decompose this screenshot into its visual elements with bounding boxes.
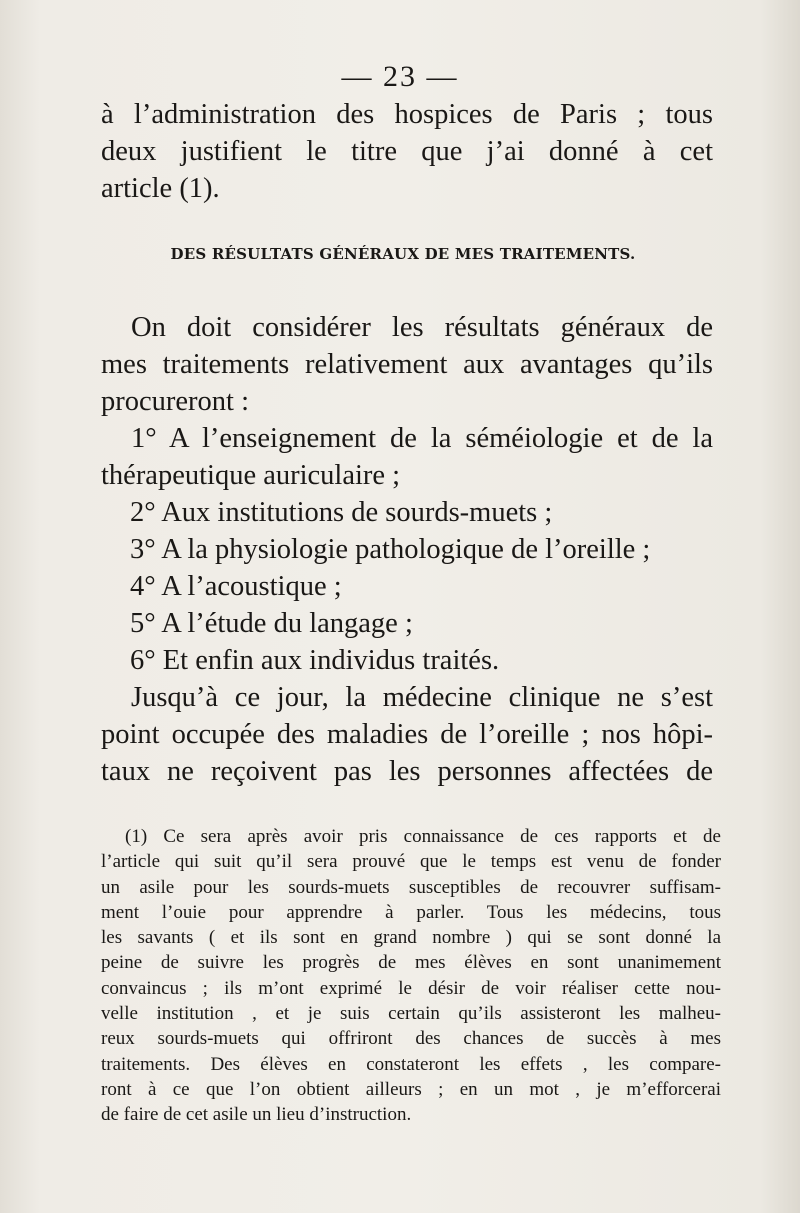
text-line: point occupée des maladies de l’oreille ; nos hôpi- bbox=[101, 719, 713, 750]
footnote-line: un asile pour les sourds-muets susceptibles de recouvrer suffisam- bbox=[101, 876, 721, 898]
list-item: 5° A l’étude du langage ; bbox=[130, 608, 413, 639]
list-item: 4° A l’acoustique ; bbox=[130, 571, 342, 602]
text-line: procureront : bbox=[101, 386, 249, 417]
footnote-line: ront à ce que l’on obtient ailleurs ; en un mot , je m’efforcerai bbox=[101, 1078, 721, 1100]
text-line: deux justifient le titre que j’ai donné à cet bbox=[101, 136, 713, 167]
text-line: article (1). bbox=[101, 173, 220, 204]
footnote-line: velle institution , et je suis certain qu’ils assisteront les malheu- bbox=[101, 1003, 721, 1025]
list-item: 3° A la physiologie pathologique de l’oreille ; bbox=[130, 534, 651, 565]
intro-paragraph bbox=[101, 96, 713, 207]
text-line: thérapeutique auriculaire ; bbox=[101, 460, 401, 491]
section-heading: DES RÉSULTATS GÉNÉRAUX DE MES TRAITEMENTS. bbox=[170, 245, 636, 263]
footnote-line: de faire de cet asile un lieu d’instruction. bbox=[101, 1104, 412, 1126]
list-item: 2° Aux institutions de sourds-muets ; bbox=[130, 497, 553, 528]
footnote-line: reux sourds-muets qui offriront des chances de succès à mes bbox=[101, 1028, 721, 1050]
text-line: Jusqu’à ce jour, la médecine clinique ne s’est bbox=[131, 682, 713, 713]
footnote-line: traitements. Des élèves en constateront les effets , les compare- bbox=[101, 1053, 721, 1075]
footnote-line: l’article qui suit qu’il sera prouvé que le temps est venu de fonder bbox=[101, 851, 721, 873]
footnote-line: les savants ( et ils sont en grand nombre ) qui se sont donné la bbox=[101, 927, 721, 949]
text-line: On doit considérer les résultats généraux de bbox=[131, 312, 713, 343]
footnote-line: peine de suivre les progrès de mes élèves en sont unanimement bbox=[101, 952, 721, 974]
footnote-line: ment l’ouie pour apprendre à parler. Tous les médecins, tous bbox=[101, 901, 721, 923]
page-number: — 23 — bbox=[341, 60, 459, 93]
text-line: à l’administration des hospices de Paris ; tous bbox=[101, 99, 713, 130]
footnote-line: (1) Ce sera après avoir pris connaissance de ces rapports et de bbox=[125, 826, 721, 847]
list-item: 6° Et enfin aux individus traités. bbox=[130, 645, 500, 676]
footnote bbox=[101, 824, 721, 1128]
text-line: mes traitements relativement aux avantages qu’ils bbox=[101, 349, 713, 380]
list-item: 1° A l’enseignement de la séméiologie et de la bbox=[131, 423, 713, 454]
footnote-line: convaincus ; ils m’ont exprimé le désir de voir réaliser cette nou- bbox=[101, 977, 721, 999]
text-line: taux ne reçoivent pas les personnes affectées de bbox=[101, 756, 713, 787]
main-text bbox=[101, 309, 713, 790]
